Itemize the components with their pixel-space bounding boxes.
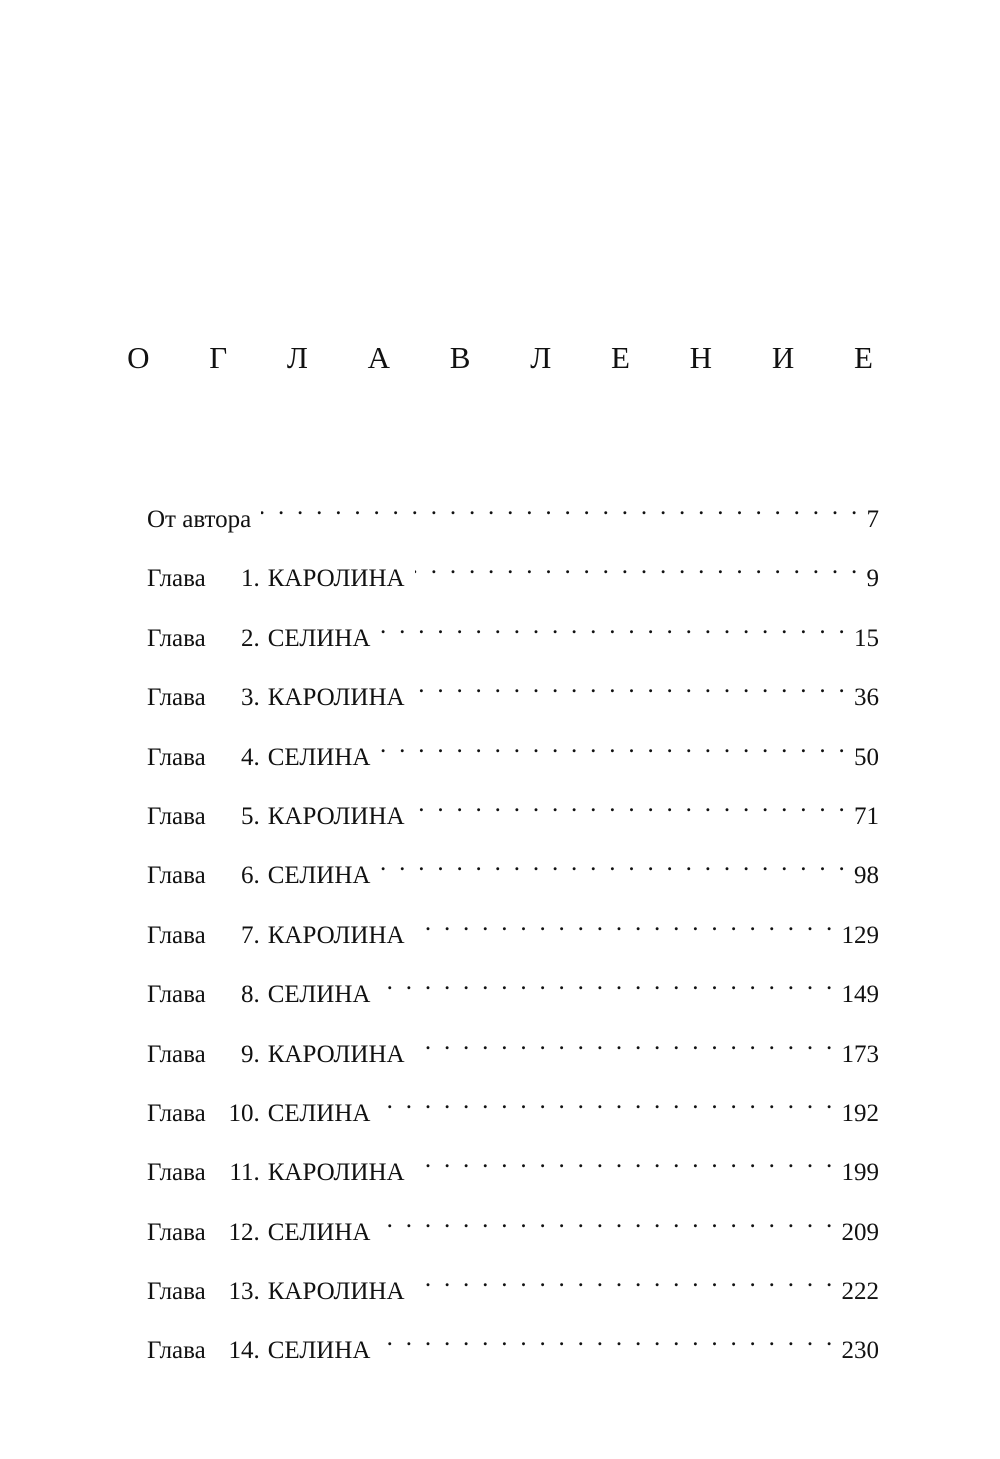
page-number: 199	[841, 1159, 879, 1187]
toc-entry	[147, 665, 879, 724]
chapter-title: СЕЛИНА	[267, 624, 371, 652]
entry-title: От автора	[147, 506, 252, 533]
chapter-number: 5.	[240, 802, 260, 830]
toc-entry	[147, 606, 879, 665]
dot-leader	[380, 843, 848, 883]
chapter-title: СЕЛИНА	[267, 981, 371, 1009]
chapter-number: 2.	[240, 624, 260, 652]
toc-entry	[147, 1200, 879, 1259]
toc-entry-label	[147, 1035, 405, 1075]
chapter-word: Глава	[147, 802, 206, 830]
toc-entry	[147, 1259, 879, 1318]
toc-entry-label	[147, 916, 405, 956]
chapter-title: СЕЛИНА	[267, 743, 371, 771]
page-number: 50	[854, 743, 879, 771]
dot-leader	[415, 665, 848, 705]
page-number: 192	[841, 1099, 879, 1127]
chapter-word: Глава	[147, 1099, 206, 1127]
chapter-word: Глава	[147, 1218, 206, 1246]
page-number: 7	[866, 506, 879, 533]
chapter-number: 4.	[240, 743, 260, 771]
chapter-number: 8.	[240, 981, 260, 1009]
chapter-number: 10.	[228, 1099, 260, 1127]
chapter-number: 6.	[240, 862, 260, 890]
dot-leader	[380, 1081, 835, 1121]
page-number: 36	[854, 684, 879, 712]
toc-entry-label	[147, 500, 251, 540]
chapter-title: СЕЛИНА	[267, 1337, 371, 1365]
page-number: 149	[841, 981, 879, 1009]
toc-entry	[147, 1140, 879, 1199]
dot-leader	[415, 784, 848, 824]
page-number: 15	[854, 624, 879, 652]
toc-entry-label	[147, 559, 405, 599]
toc-entry-label	[147, 797, 405, 837]
chapter-title: КАРОЛИНА	[267, 1040, 405, 1068]
toc-entry-label	[147, 975, 370, 1015]
chapter-word: Глава	[147, 921, 206, 949]
chapter-title: КАРОЛИНА	[267, 1278, 405, 1306]
chapter-word: Глава	[147, 862, 206, 890]
dot-leader	[415, 546, 861, 586]
toc-entry	[147, 1318, 879, 1377]
toc-entry	[147, 784, 879, 843]
dot-leader	[380, 725, 848, 765]
chapter-word: Глава	[147, 1337, 206, 1365]
toc-entry-label	[147, 1153, 405, 1193]
chapter-number: 14.	[228, 1337, 260, 1365]
toc-entry-label	[147, 1331, 370, 1371]
chapter-word: Глава	[147, 1040, 206, 1068]
dot-leader	[261, 487, 860, 527]
toc-entry	[147, 487, 879, 546]
dot-leader	[415, 1140, 836, 1180]
chapter-title: СЕЛИНА	[267, 1218, 371, 1246]
page-number: 71	[854, 802, 879, 830]
toc-entry	[147, 1081, 879, 1140]
chapter-title: СЕЛИНА	[267, 862, 371, 890]
toc-heading: О Г Л А В Л Е Н И Е	[127, 340, 899, 375]
chapter-number: 11.	[229, 1159, 260, 1187]
toc-entry-label	[147, 619, 370, 659]
dot-leader	[415, 1022, 836, 1062]
toc-entry	[147, 546, 879, 605]
chapter-title: КАРОЛИНА	[267, 921, 405, 949]
toc-entry-label	[147, 1272, 405, 1312]
toc-list	[147, 487, 879, 1378]
chapter-word: Глава	[147, 684, 206, 712]
chapter-word: Глава	[147, 1278, 206, 1306]
page-number: 230	[841, 1337, 879, 1365]
toc-entry	[147, 903, 879, 962]
toc-entry-label	[147, 738, 370, 778]
chapter-number: 7.	[240, 921, 260, 949]
chapter-number: 3.	[240, 684, 260, 712]
page-number: 209	[841, 1218, 879, 1246]
dot-leader	[415, 1259, 836, 1299]
chapter-title: СЕЛИНА	[267, 1099, 371, 1127]
page-number: 9	[866, 565, 879, 593]
chapter-word: Глава	[147, 743, 206, 771]
page-number: 222	[841, 1278, 879, 1306]
page-number: 98	[854, 862, 879, 890]
dot-leader	[415, 903, 836, 943]
toc-entry	[147, 843, 879, 902]
chapter-title: КАРОЛИНА	[267, 1159, 405, 1187]
chapter-number: 9.	[240, 1040, 260, 1068]
toc-entry	[147, 1022, 879, 1081]
chapter-title: КАРОЛИНА	[267, 565, 405, 593]
toc-entry-label	[147, 678, 405, 718]
toc-entry-label	[147, 1213, 370, 1253]
toc-entry-label	[147, 1094, 370, 1134]
toc-entry	[147, 725, 879, 784]
chapter-word: Глава	[147, 565, 206, 593]
page-number: 173	[841, 1040, 879, 1068]
chapter-number: 12.	[228, 1218, 260, 1246]
chapter-number: 1.	[240, 565, 260, 593]
toc-entry	[147, 962, 879, 1021]
toc-entry-label	[147, 856, 370, 896]
dot-leader	[380, 962, 835, 1002]
chapter-word: Глава	[147, 624, 206, 652]
chapter-word: Глава	[147, 1159, 206, 1187]
dot-leader	[380, 1200, 835, 1240]
page-number: 129	[841, 921, 879, 949]
chapter-title: КАРОЛИНА	[267, 802, 405, 830]
chapter-word: Глава	[147, 981, 206, 1009]
dot-leader	[380, 606, 848, 646]
dot-leader	[380, 1318, 835, 1358]
chapter-number: 13.	[228, 1278, 260, 1306]
chapter-title: КАРОЛИНА	[267, 684, 405, 712]
